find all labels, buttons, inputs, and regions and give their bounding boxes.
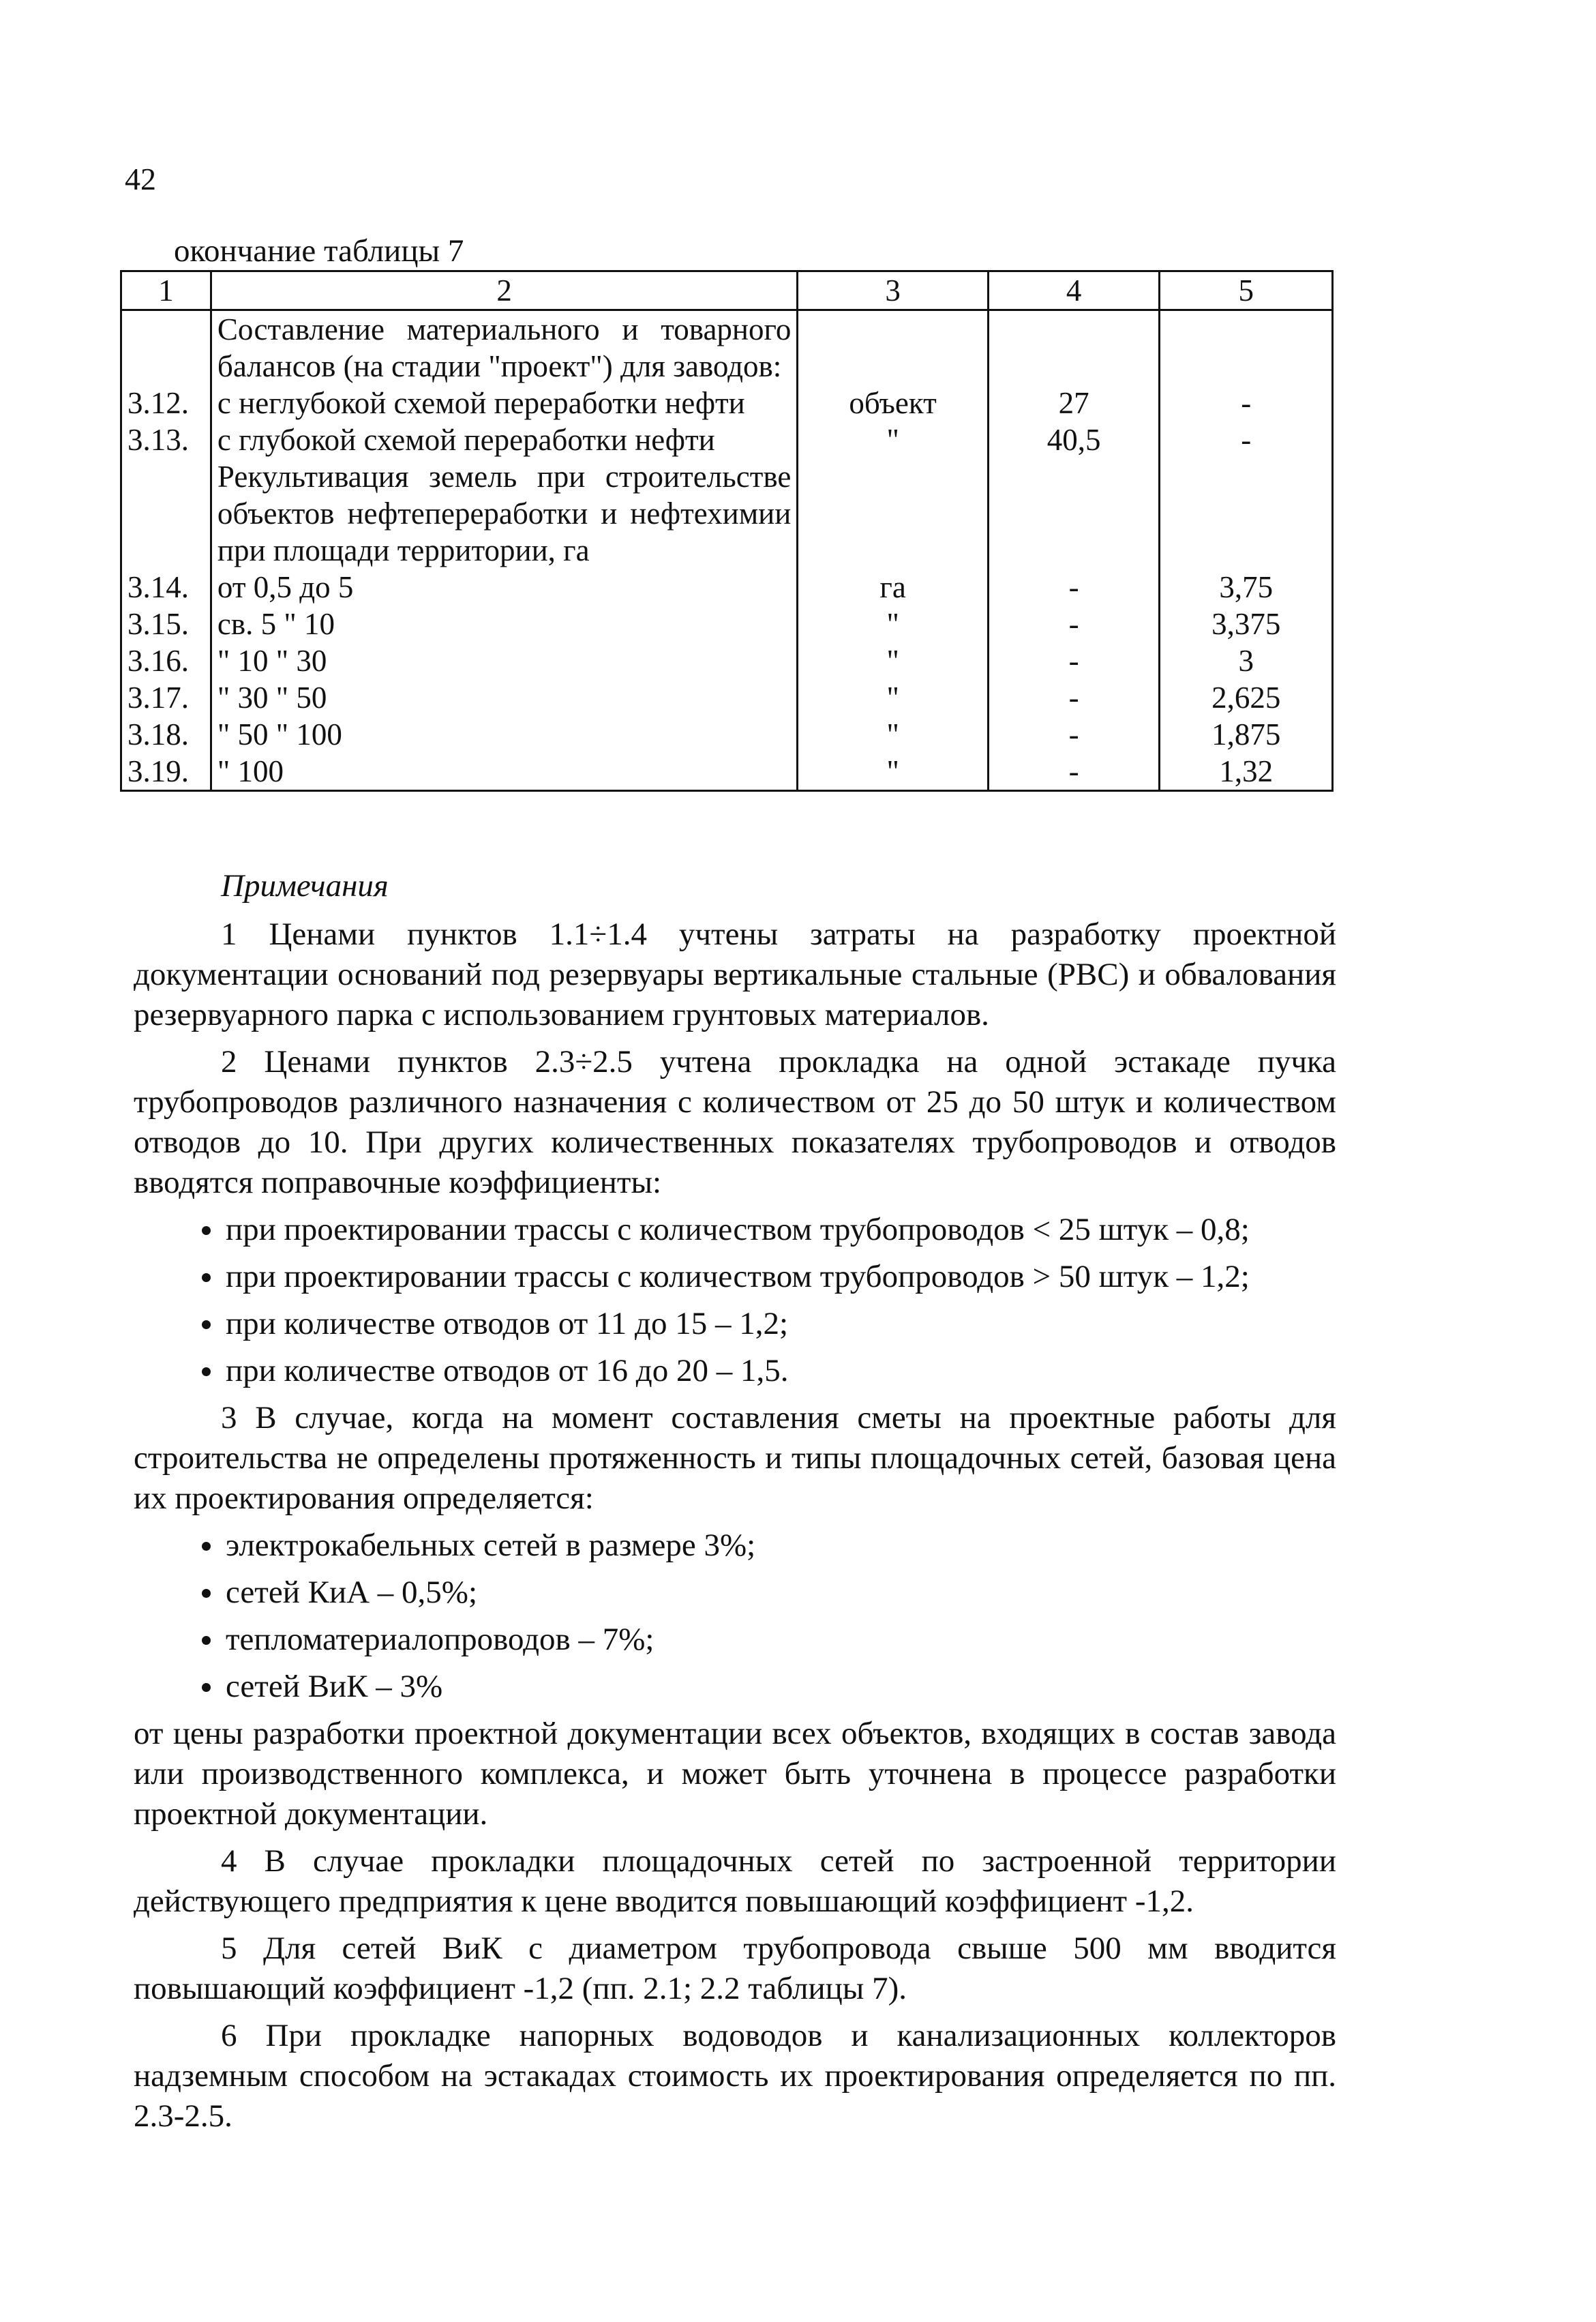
row-description: от 0,5 до 5 (211, 569, 797, 606)
table-row (121, 385, 1333, 421)
row-number: 3.15. (121, 606, 211, 642)
note-3-tail: от цены разработки проектной документации всех объектов, входящих в состав завода или производственного комплекса, и может быть уточнена в процессе разработки проектной документации. (134, 1716, 1336, 1832)
row-value-b: - (1160, 421, 1333, 458)
row-value-b (1160, 310, 1333, 385)
list-item: сетей КиА – 0,5%; (134, 1573, 1336, 1613)
page-number: 42 (125, 162, 156, 196)
table-header-row (121, 271, 1333, 310)
row-description: Составление материального и товарного балансов (на стадии "проект") для заводов: (211, 310, 797, 385)
bullet-icon (202, 1589, 211, 1598)
row-description: " 10 " 30 (211, 642, 797, 679)
row-number: 3.14. (121, 569, 211, 606)
table-row (121, 679, 1333, 716)
list-item: при количестве отводов от 11 до 15 – 1,2; (134, 1304, 1336, 1344)
bullet-icon (202, 1320, 211, 1329)
row-value-b: 3,375 (1160, 606, 1333, 642)
row-value-a: 40,5 (988, 421, 1160, 458)
row-unit: " (798, 606, 989, 642)
note-2: 2 Ценами пунктов 2.3÷2.5 учтена прокладка на одной эстакаде пучка трубопроводов различного назначения с количеством от 25 до 50 штук и количеством отводов до 10. При других количественных показателях трубопроводов и отводов вводятся поправочные коэффициенты: (134, 1044, 1336, 1200)
list-item: тепломатериалопроводов – 7%; (134, 1620, 1336, 1660)
table-row (121, 569, 1333, 606)
note-1: 1 Ценами пунктов 1.1÷1.4 учтены затраты на разработку проектной документации оснований под резервуары вертикальные стальные (РВС) и обвалования резервуарного парка с использованием грунтовых материалов. (134, 917, 1336, 1032)
table-row (121, 310, 1333, 385)
list-item: при проектировании трассы с количеством трубопроводов < 25 штук – 0,8; (134, 1210, 1336, 1250)
notes-section (134, 866, 1336, 2143)
list-item: сетей ВиК – 3% (134, 1667, 1336, 1707)
bullet-icon (202, 1226, 211, 1235)
table-row (121, 458, 1333, 569)
row-value-b (1160, 458, 1333, 569)
row-value-b: 3 (1160, 642, 1333, 679)
row-number: 3.19. (121, 753, 211, 791)
row-description: " 100 (211, 753, 797, 791)
row-unit: " (798, 753, 989, 791)
row-value-b: 1,875 (1160, 716, 1333, 753)
table-row (121, 716, 1333, 753)
row-value-a: - (988, 679, 1160, 716)
list-item: при проектировании трассы с количеством трубопроводов > 50 штук – 1,2; (134, 1257, 1336, 1297)
note-2-list (134, 1210, 1336, 1391)
table-header-cell: 5 (1160, 271, 1333, 310)
row-value-a: - (988, 569, 1160, 606)
bullet-icon (202, 1542, 211, 1551)
note-3: 3 В случае, когда на момент составления сметы на проектные работы для строительства не определены протяженность и типы площадочных сетей, базовая цена их проектирования определяется: (134, 1400, 1336, 1516)
row-value-a: - (988, 753, 1160, 791)
list-item: при количестве отводов от 16 до 20 – 1,5. (134, 1351, 1336, 1391)
table-header-cell: 1 (121, 271, 211, 310)
row-description: " 50 " 100 (211, 716, 797, 753)
row-number (121, 458, 211, 569)
table-row (121, 642, 1333, 679)
row-description: с глубокой схемой переработки нефти (211, 421, 797, 458)
row-number: 3.12. (121, 385, 211, 421)
bullet-icon (202, 1683, 211, 1692)
row-unit: " (798, 679, 989, 716)
row-value-a (988, 310, 1160, 385)
row-value-b: 3,75 (1160, 569, 1333, 606)
row-unit: " (798, 716, 989, 753)
table-caption: окончание таблицы 7 (174, 233, 464, 269)
row-value-b: 1,32 (1160, 753, 1333, 791)
row-number (121, 310, 211, 385)
table-header-cell: 4 (988, 271, 1160, 310)
note-5: 5 Для сетей ВиК с диаметром трубопровода свыше 500 мм вводится повышающий коэффициент -1,2 (пп. 2.1; 2.2 таблицы 7). (134, 1931, 1336, 2006)
table-row (121, 606, 1333, 642)
row-value-a: - (988, 606, 1160, 642)
row-value-b: - (1160, 385, 1333, 421)
table-row (121, 421, 1333, 458)
row-description: " 30 " 50 (211, 679, 797, 716)
row-number: 3.18. (121, 716, 211, 753)
row-number: 3.13. (121, 421, 211, 458)
note-4: 4 В случае прокладки площадочных сетей по застроенной территории действующего предприятия к цене вводится повышающий коэффициент -1,2. (134, 1843, 1336, 1919)
bullet-icon (202, 1636, 211, 1645)
list-item: электрокабельных сетей в размере 3%; (134, 1525, 1336, 1566)
row-description: св. 5 " 10 (211, 606, 797, 642)
row-value-a: 27 (988, 385, 1160, 421)
row-value-a: - (988, 716, 1160, 753)
table-header-cell: 3 (798, 271, 989, 310)
row-description: с неглубокой схемой переработки нефти (211, 385, 797, 421)
row-value-a (988, 458, 1160, 569)
bullet-icon (202, 1273, 211, 1282)
row-value-b: 2,625 (1160, 679, 1333, 716)
row-number: 3.16. (121, 642, 211, 679)
row-description: Рекультивация земель при строительстве объектов нефтепереработки и нефтехимии при площади территории, га (211, 458, 797, 569)
row-number: 3.17. (121, 679, 211, 716)
row-unit (798, 310, 989, 385)
bullet-icon (202, 1367, 211, 1376)
note-3-list (134, 1525, 1336, 1707)
table-header-cell: 2 (211, 271, 797, 310)
notes-heading: Примечания (221, 868, 389, 904)
row-unit (798, 458, 989, 569)
row-unit: " (798, 421, 989, 458)
row-unit: га (798, 569, 989, 606)
price-table (120, 270, 1334, 792)
row-value-a: - (988, 642, 1160, 679)
note-6: 6 При прокладке напорных водоводов и канализационных коллекторов надземным способом на эстакадах стоимость их проектирования определяется по пп. 2.3-2.5. (134, 2018, 1336, 2134)
row-unit: объект (798, 385, 989, 421)
table-row (121, 753, 1333, 791)
row-unit: " (798, 642, 989, 679)
